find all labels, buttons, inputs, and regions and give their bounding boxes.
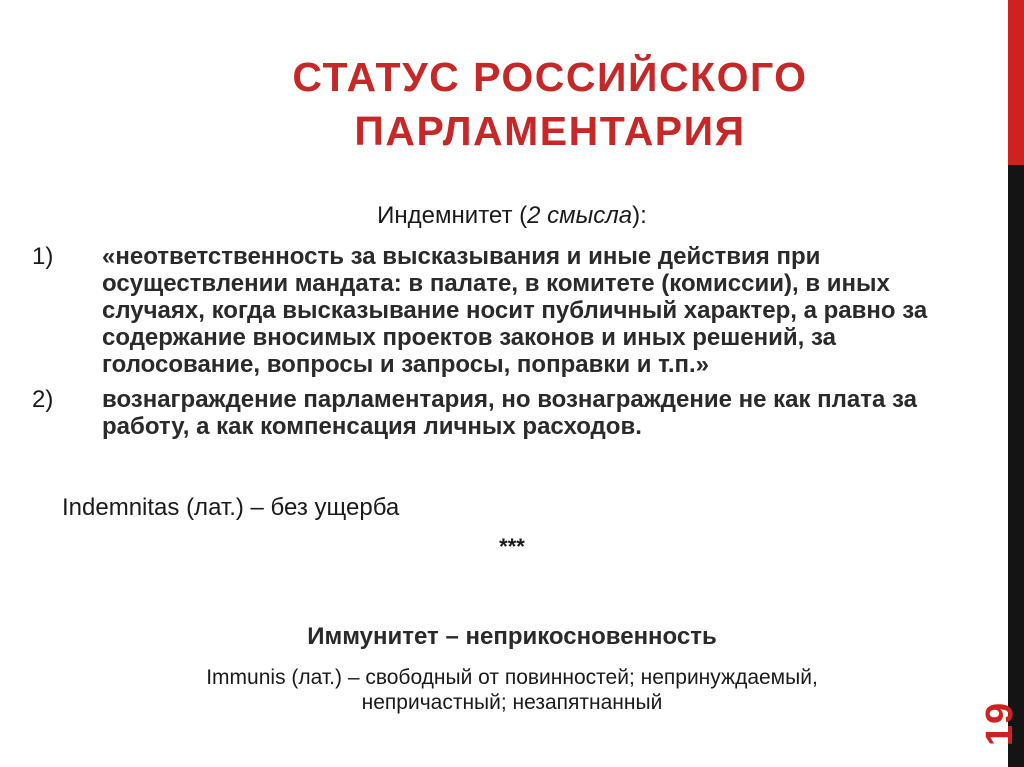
immunity-heading: Иммунитет – неприкосновенность — [307, 623, 717, 650]
indemnity-heading-post: ): — [632, 202, 647, 229]
indemnity-heading-pre: Индемнитет ( — [377, 202, 528, 229]
meanings-list — [32, 243, 962, 448]
list-item-number: 1) — [32, 243, 54, 270]
title-line-2: ПАРЛАМЕНТАРИЯ — [354, 108, 746, 154]
separator-stars: *** — [499, 534, 525, 559]
list-item-text: вознаграждение парламентария, но вознаграждение не как плата за работу, а как компенсация личных расходов. — [102, 386, 917, 440]
indemnitas-definition: Indemnitas (лат.) – без ущерба — [62, 494, 400, 521]
immunis-line-1: Immunis (лат.) – свободный от повинностей; непринуждаемый, — [206, 666, 818, 689]
list-item-text: «неответственность за высказывания и иные действия при осуществлении мандата: в палате, в комитете (комиссии), в иных случаях, когда высказывание носит публичный характер, а равно за содержание вносимых проектов законов и иных решений, за голосование, вопросы и запросы, поправки и т.п.» — [102, 243, 928, 378]
slide-title — [200, 50, 900, 158]
immunis-definition — [0, 665, 1024, 715]
indemnity-heading — [0, 201, 1024, 231]
list-item — [32, 386, 962, 440]
list-item-number: 2) — [32, 386, 54, 413]
immunis-line-2: непричастный; незапятнанный — [361, 691, 663, 714]
list-item — [32, 243, 962, 378]
page-number: 19 — [979, 701, 1021, 747]
indemnity-heading-italic: 2 смысла — [527, 202, 633, 229]
right-edge-red-bar — [1008, 0, 1024, 165]
title-line-1: СТАТУС РОССИЙСКОГО — [292, 54, 808, 100]
